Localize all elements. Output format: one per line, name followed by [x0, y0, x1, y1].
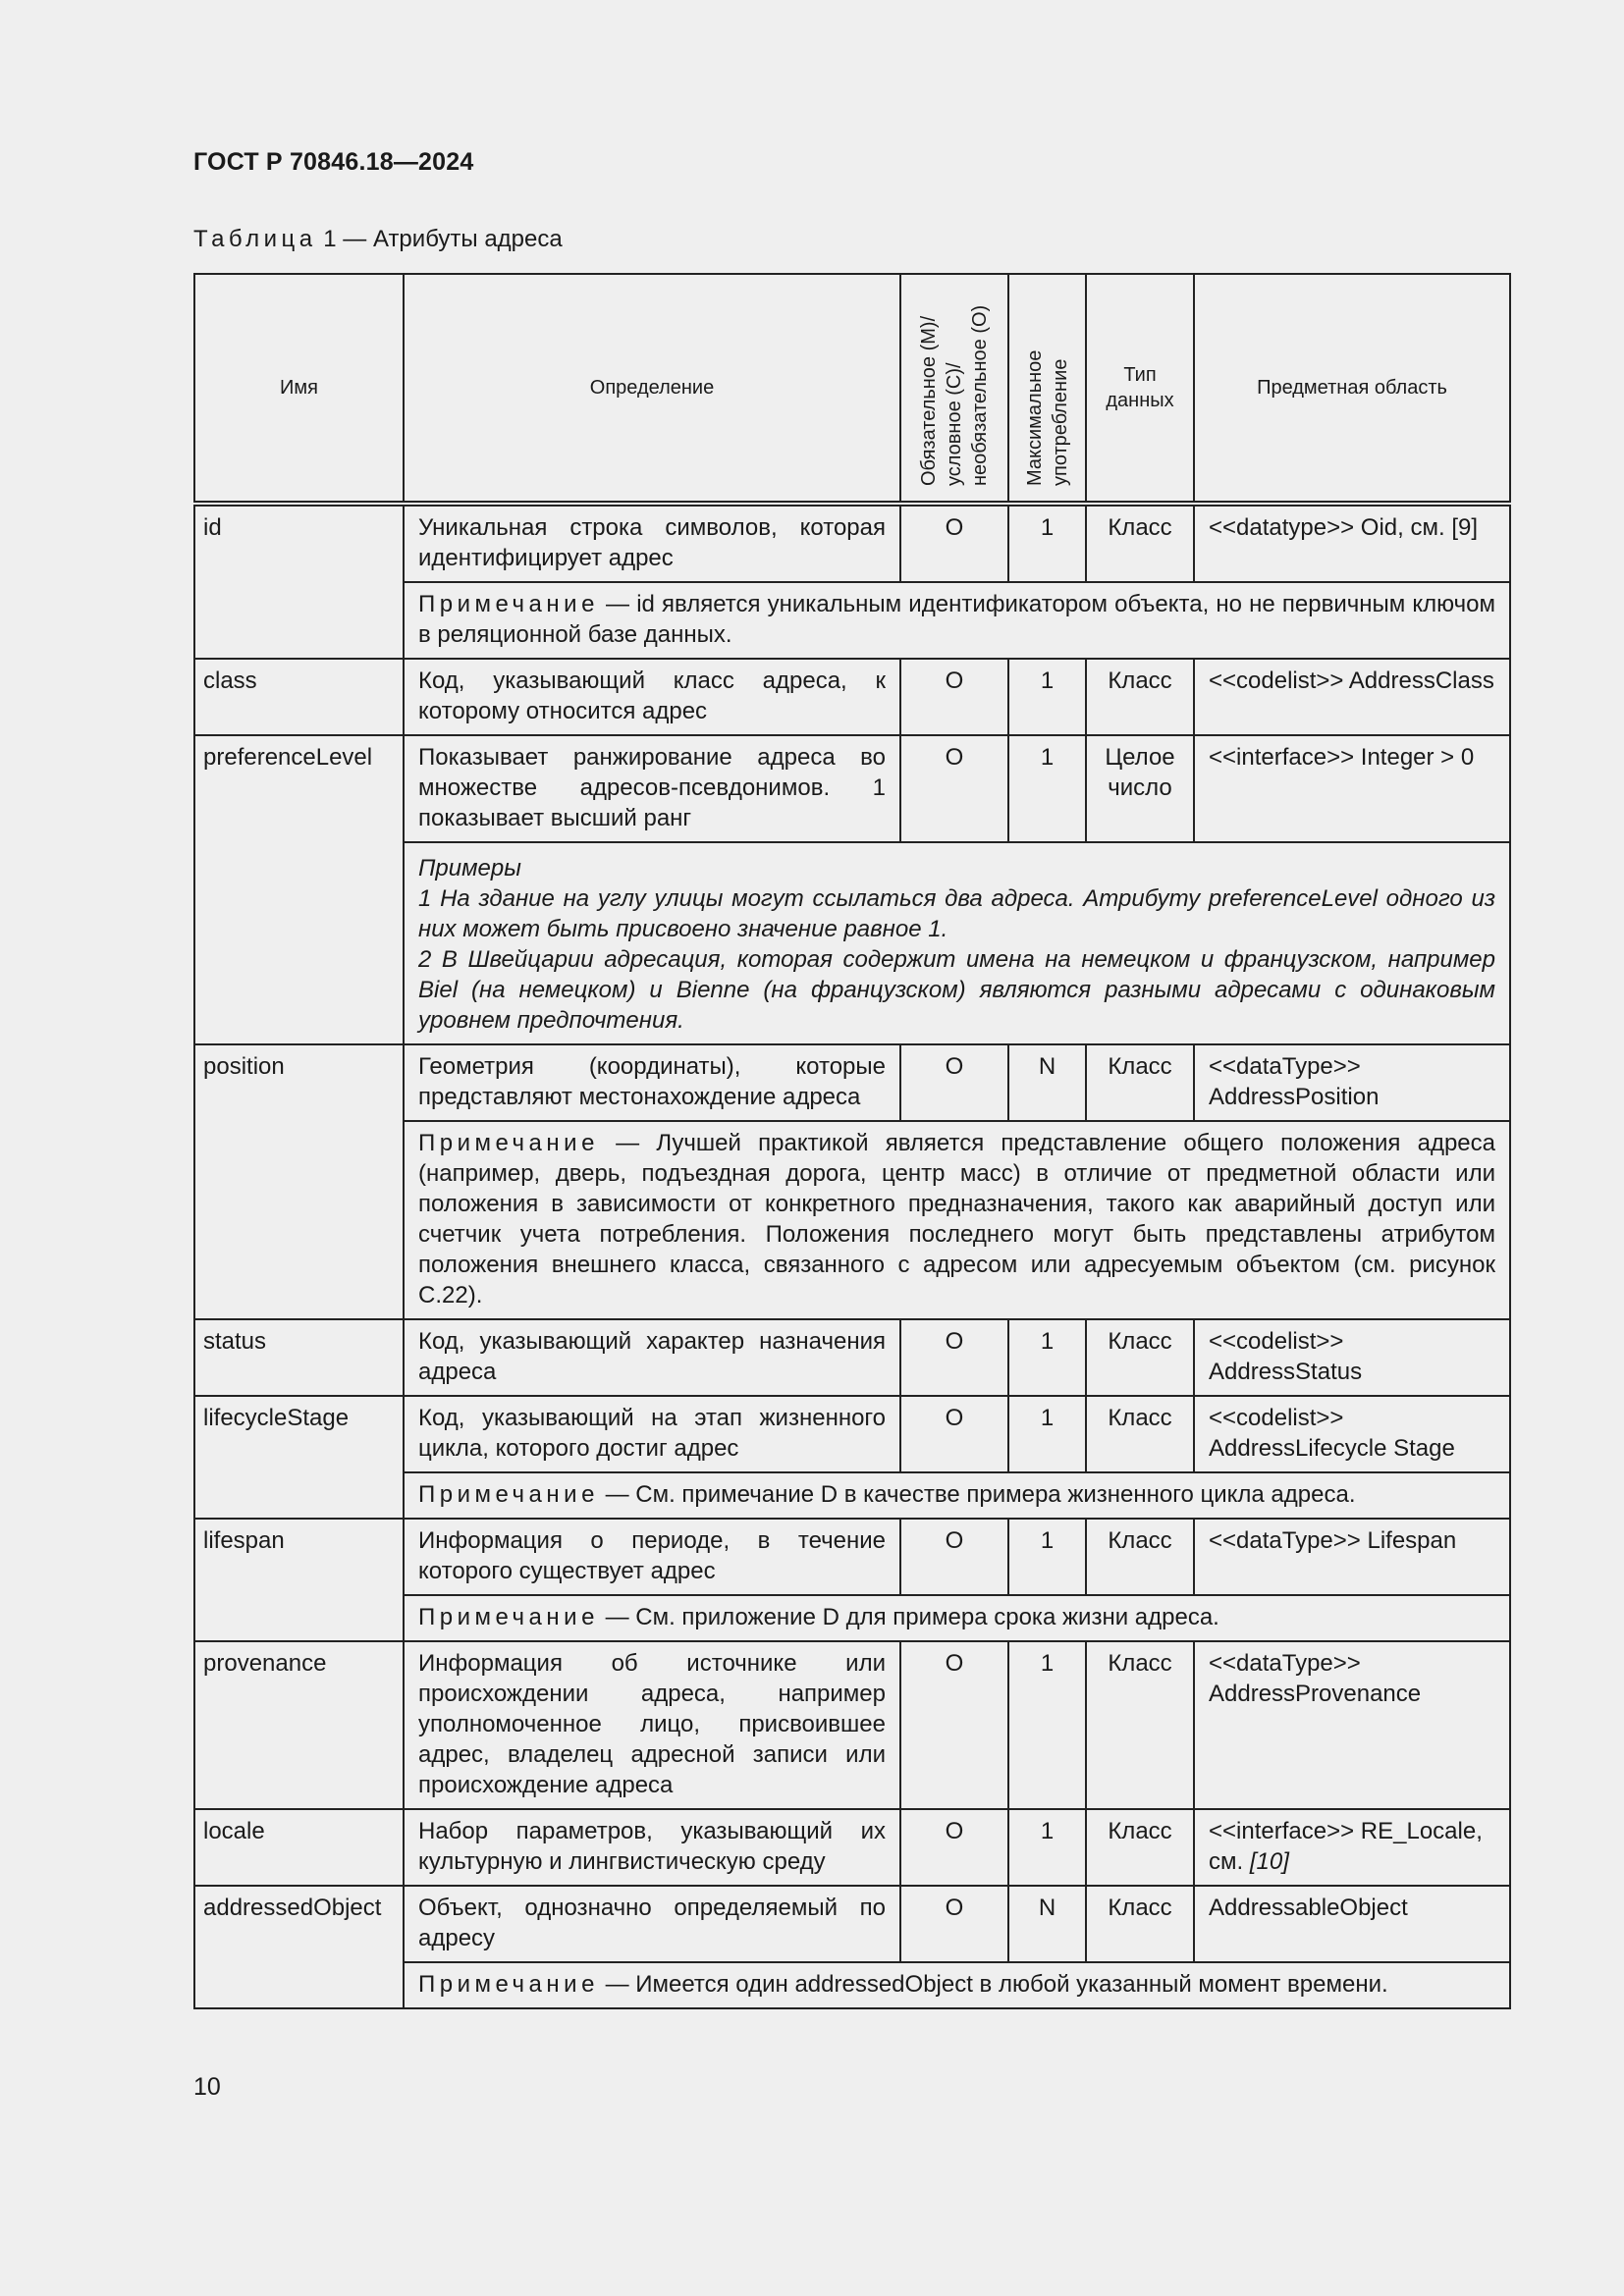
note-text: — Имеется один addressedObject в любой указанный момент времени.: [598, 1971, 1388, 1998]
attribute-domain: <<codelist>> AddressLifecycle Stage: [1194, 1396, 1510, 1472]
attribute-max-occurrence: 1: [1008, 735, 1086, 842]
attribute-name: position: [194, 1044, 404, 1319]
attribute-data-type: Класс: [1086, 1396, 1194, 1472]
page-number: 10: [193, 2073, 221, 2101]
attribute-name: preferenceLevel: [194, 735, 404, 1044]
attribute-max-occurrence: 1: [1008, 504, 1086, 582]
attribute-note: [404, 1121, 1510, 1319]
attribute-definition: Код, указывающий класс адреса, к которому относится адрес: [404, 659, 900, 735]
attribute-definition: Информация о периоде, в течение которого существует адрес: [404, 1519, 900, 1595]
attribute-data-type: Класс: [1086, 1886, 1194, 1962]
column-header-definition: Определение: [404, 274, 900, 504]
attribute-data-type: Класс: [1086, 1519, 1194, 1595]
attribute-name: provenance: [194, 1641, 404, 1809]
attribute-definition: Набор параметров, указывающий их культурную и лингвистическую среду: [404, 1809, 900, 1886]
attribute-data-type: Класс: [1086, 1809, 1194, 1886]
column-header-max-occurrence: [1008, 274, 1086, 504]
attribute-domain: <<codelist>> AddressStatus: [1194, 1319, 1510, 1396]
note-text: — См. приложение D для примера срока жизни адреса.: [598, 1604, 1219, 1630]
attribute-domain: <<datatype>> Oid, см. [9]: [1194, 504, 1510, 582]
attribute-obligation: O: [900, 1044, 1008, 1121]
attribute-max-occurrence: N: [1008, 1886, 1086, 1962]
attribute-obligation: O: [900, 1809, 1008, 1886]
attribute-name: addressedObject: [194, 1886, 404, 2008]
example-item: 2 В Швейцарии адресация, которая содержит имена на немецком и французском, например Biel (на немецком) и Bienne (на французском) являются разными адресами с одинаковым уровнем предпочтения.: [418, 946, 1495, 1034]
column-header-data-type: Тип данных: [1086, 274, 1194, 504]
attribute-note: [404, 1595, 1510, 1641]
attribute-obligation: O: [900, 1519, 1008, 1595]
attribute-examples: [404, 842, 1510, 1044]
column-header-obligation-text: Обязательное (М)/ условное (С)/ необязательное (О): [918, 304, 991, 486]
attribute-domain: <<dataType>> AddressPosition: [1194, 1044, 1510, 1121]
attribute-obligation: O: [900, 735, 1008, 842]
table-row: [194, 1809, 1510, 1886]
table-caption-text: 1 — Атрибуты адреса: [316, 226, 563, 252]
attribute-definition: Код, указывающий на этап жизненного цикла, которого достиг адрес: [404, 1396, 900, 1472]
attribute-max-occurrence: 1: [1008, 659, 1086, 735]
attribute-data-type: Класс: [1086, 504, 1194, 582]
attribute-note: [404, 582, 1510, 659]
attribute-definition: Показывает ранжирование адреса во множестве адресов-псевдонимов. 1 показывает высший ранг: [404, 735, 900, 842]
column-header-obligation: [900, 274, 1008, 504]
attribute-domain: <<codelist>> AddressClass: [1194, 659, 1510, 735]
attribute-data-type: Целое число: [1086, 735, 1194, 842]
attribute-domain: <<interface>> Integer > 0: [1194, 735, 1510, 842]
attribute-name: locale: [194, 1809, 404, 1886]
attribute-name: lifespan: [194, 1519, 404, 1641]
examples-title: Примеры: [418, 855, 521, 881]
document-title: ГОСТ Р 70846.18—2024: [193, 148, 474, 176]
table-row: [194, 1886, 1510, 1962]
attribute-note: [404, 1472, 1510, 1519]
attribute-max-occurrence: N: [1008, 1044, 1086, 1121]
note-label: Примечание: [418, 591, 599, 617]
example-item: 1 На здание на углу улицы могут ссылаться два адреса. Атрибуту preferenceLevel одного из них может быть присвоено значение равное 1.: [418, 885, 1495, 942]
note-label: Примечание: [418, 1971, 599, 1998]
note-text: — Лучшей практикой является представление общего положения адреса (например, дверь, подъездная дорога, центр масс) в отличие от предметной области или положения в зависимости от конкретного предназначения, такого как аварийный доступ или счетчик учета потребления. Положения последнего могут быть представлены атрибутом положения внешнего класса, связанного с адресом или адресуемым объектом (см. рисунок С.22).: [418, 1130, 1495, 1308]
attribute-name: status: [194, 1319, 404, 1396]
table-caption-label: Таблица: [193, 226, 317, 252]
note-label: Примечание: [418, 1604, 599, 1630]
attribute-name: class: [194, 659, 404, 735]
table-row: [194, 504, 1510, 582]
table-row: [194, 1319, 1510, 1396]
attribute-max-occurrence: 1: [1008, 1396, 1086, 1472]
attribute-definition: Информация об источнике или происхождении адреса, например уполномоченное лицо, присвоившее адрес, владелец адресной записи или происхождение адреса: [404, 1641, 900, 1809]
table-row: [194, 1641, 1510, 1809]
attribute-data-type: Класс: [1086, 659, 1194, 735]
attribute-obligation: O: [900, 504, 1008, 582]
attribute-domain: AddressableObject: [1194, 1886, 1510, 1962]
table-row: [194, 1396, 1510, 1472]
column-header-name: Имя: [194, 274, 404, 504]
table-row: [194, 1519, 1510, 1595]
note-label: Примечание: [418, 1481, 599, 1508]
attribute-name: id: [194, 504, 404, 659]
column-header-domain: Предметная область: [1194, 274, 1510, 504]
attribute-definition: Код, указывающий характер назначения адреса: [404, 1319, 900, 1396]
table-row: [194, 735, 1510, 842]
attribute-domain: <<dataType>> AddressProvenance: [1194, 1641, 1510, 1809]
note-text: — id является уникальным идентификатором объекта, но не первичным ключом в реляционной базе данных.: [418, 591, 1495, 648]
table-row: [194, 659, 1510, 735]
attribute-obligation: O: [900, 1396, 1008, 1472]
note-text: — См. примечание D в качестве примера жизненного цикла адреса.: [598, 1481, 1356, 1508]
attribute-obligation: O: [900, 659, 1008, 735]
attribute-max-occurrence: 1: [1008, 1519, 1086, 1595]
attribute-obligation: O: [900, 1641, 1008, 1809]
attribute-name: lifecycleStage: [194, 1396, 404, 1519]
attribute-max-occurrence: 1: [1008, 1641, 1086, 1809]
attribute-note: [404, 1962, 1510, 2008]
attribute-definition: Объект, однозначно определяемый по адресу: [404, 1886, 900, 1962]
attribute-obligation: O: [900, 1319, 1008, 1396]
attribute-max-occurrence: 1: [1008, 1319, 1086, 1396]
table-caption: [193, 226, 563, 253]
attribute-data-type: Класс: [1086, 1641, 1194, 1809]
attribute-obligation: O: [900, 1886, 1008, 1962]
note-label: Примечание: [418, 1130, 599, 1156]
column-header-max-occurrence-text: Максимальное употребление: [1023, 349, 1071, 486]
attribute-definition: Уникальная строка символов, которая идентифицирует адрес: [404, 504, 900, 582]
attribute-domain: <<dataType>> Lifespan: [1194, 1519, 1510, 1595]
attribute-max-occurrence: 1: [1008, 1809, 1086, 1886]
attribute-definition: Геометрия (координаты), которые представляют местонахождение адреса: [404, 1044, 900, 1121]
attribute-data-type: Класс: [1086, 1319, 1194, 1396]
attributes-table: [193, 273, 1511, 2009]
table-row: [194, 1044, 1510, 1121]
domain-text: <<interface>> RE_Locale, см.: [1209, 1818, 1483, 1875]
bibliography-reference: [10]: [1249, 1848, 1289, 1875]
table-header-row: [194, 274, 1510, 504]
attribute-data-type: Класс: [1086, 1044, 1194, 1121]
attribute-domain: [1194, 1809, 1510, 1886]
